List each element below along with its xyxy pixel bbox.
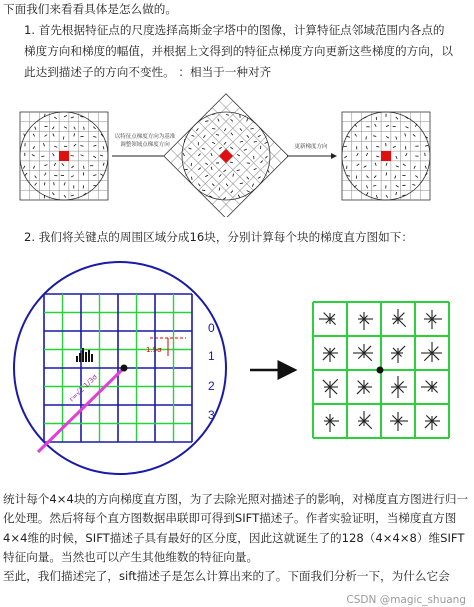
rotate-arrow-label-2: 调整领域点梯度方向	[120, 142, 170, 148]
step1-line2: 梯度方向和梯度的幅值，并根据上文得到的特征点梯度方向更新这些梯度的方向，以	[24, 44, 453, 58]
rotate-arrow-label-1: 以特征点梯度方向为基准	[114, 134, 176, 140]
radius-label: r=√2·1/3σ	[67, 372, 99, 404]
step1-line3: 此达到描述子的方向不变性。 ：相当于一种对齐	[24, 65, 272, 79]
bin-size-indicator	[146, 338, 186, 356]
original-neighbourhood-grid	[20, 112, 108, 200]
row-label-1: 1	[208, 349, 215, 363]
rotation-figure	[0, 92, 474, 217]
row-label-3: 3	[208, 408, 215, 422]
step1-line1: 1. 首先根据特征点的尺度选择高斯金字塔中的图像，计算特征点邻域范围内各点的	[24, 23, 445, 37]
keypoint-dot	[121, 365, 128, 372]
watermark: CSDN @magic_shuang	[346, 594, 466, 606]
update-arrow	[287, 142, 336, 156]
step2-text: 2. 我们将关键点的周围区域分成16块，分别计算每个块的梯度直方图如下：	[24, 230, 413, 244]
bin-size-label: 1.5σ	[146, 346, 162, 354]
update-arrow-label: 更新梯度方向	[294, 144, 328, 150]
row-label-0: 0	[208, 321, 215, 335]
intro-text: 下面我们来看看具体是怎么做的。	[3, 2, 177, 16]
row-label-2: 2	[208, 379, 215, 393]
conclusion-paragraph-1: 统计每个4×4块的方向梯度直方图，为了去除光照对描述子的影响，对梯度直方图进行归一化处理。然后将每个直方图数据串联即可得到SIFT描述子。作者实验证明，当梯度直方图4×4维的时候，SIFT描述子具有最好的区分度，因此这就诞生了的128（4×4×8）维SIFT特征向量。当然也可以产生其他维数的特征向量。	[3, 492, 469, 564]
conclusion-paragraph-2: 至此，我们描述完了，sift描述子是怎么计算出来的了。下面我们分析一下，为什么它会	[3, 569, 450, 584]
descriptor-center-dot	[377, 367, 384, 374]
keypoint-marker	[59, 151, 69, 161]
updated-neighbourhood-grid	[342, 112, 430, 200]
sample-grid	[44, 294, 192, 442]
rotated-neighbourhood-grid	[164, 94, 288, 217]
descriptor-figure	[0, 252, 474, 484]
conclusion-text	[3, 490, 471, 586]
